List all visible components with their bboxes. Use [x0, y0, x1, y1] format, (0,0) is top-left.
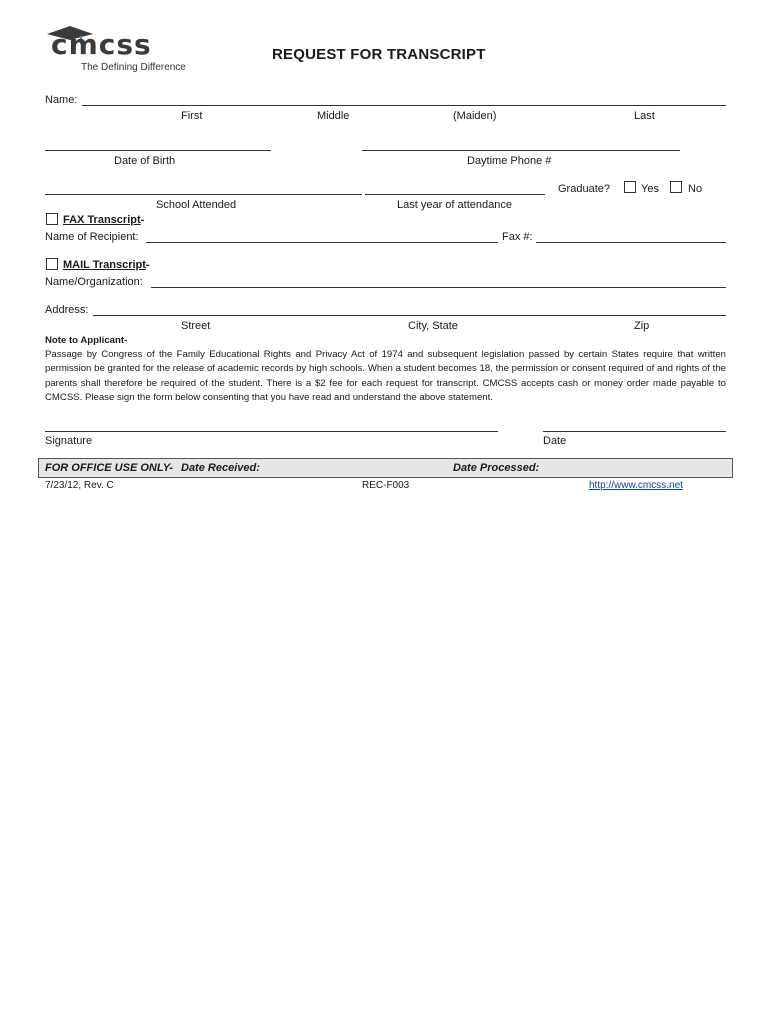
name-middle-caption: Middle: [317, 110, 350, 122]
fax-number-field[interactable]: [536, 242, 726, 243]
footer-website-link[interactable]: http://www.cmcss.net: [589, 480, 683, 491]
graduate-no-checkbox[interactable]: [670, 181, 682, 193]
fax-recipient-field[interactable]: [146, 242, 498, 243]
note-heading: Note to Applicant-: [45, 335, 128, 346]
mail-transcript-dash: -: [145, 259, 150, 271]
address-field[interactable]: [93, 315, 726, 316]
mail-transcript-title: MAIL Transcript: [63, 259, 146, 271]
name-first-caption: First: [181, 110, 203, 122]
fax-transcript-title: FAX Transcript: [63, 214, 141, 226]
signature-date-field[interactable]: [543, 431, 726, 432]
fax-transcript-checkbox[interactable]: [46, 213, 58, 225]
date-received-label: Date Received:: [181, 462, 260, 474]
footer-revision: 7/23/12, Rev. C: [45, 480, 114, 491]
name-field[interactable]: [82, 105, 726, 106]
mail-organization-label: Name/Organization:: [45, 276, 143, 288]
office-use-bar: [38, 458, 733, 478]
mail-transcript-heading: [63, 259, 150, 271]
date-of-birth-field[interactable]: [45, 150, 271, 151]
address-city-state-caption: City, State: [408, 320, 458, 332]
logo-tagline: The Defining Difference: [81, 62, 186, 73]
logo: [45, 24, 195, 74]
graduate-yes-label: Yes: [641, 183, 659, 195]
office-use-label: FOR OFFICE USE ONLY-: [45, 462, 173, 474]
fax-recipient-label: Name of Recipient:: [45, 231, 139, 243]
address-street-caption: Street: [181, 320, 211, 332]
address-zip-caption: Zip: [634, 320, 650, 332]
logo-wordmark: cmcss: [51, 28, 152, 61]
fax-transcript-dash: -: [140, 214, 145, 226]
date-processed-label: Date Processed:: [453, 462, 540, 474]
name-label: Name:: [45, 94, 78, 106]
fax-number-label: Fax #:: [502, 231, 533, 243]
signature-label: Signature: [45, 435, 93, 447]
school-attended-caption: School Attended: [156, 199, 237, 211]
daytime-phone-caption: Daytime Phone #: [467, 155, 552, 167]
last-year-field[interactable]: [365, 194, 545, 195]
graduate-label: Graduate?: [558, 183, 610, 195]
last-year-caption: Last year of attendance: [397, 199, 512, 211]
page-title: REQUEST FOR TRANSCRIPT: [272, 46, 486, 63]
graduate-yes-checkbox[interactable]: [624, 181, 636, 193]
fax-transcript-heading: [63, 214, 144, 226]
signature-field[interactable]: [45, 431, 498, 432]
note-text: Passage by Congress of the Family Educational Rights and Privacy Act of 1974 and subsequent legislation passed by certain States require that written permission be granted for the release of academic records by high schools. When a student becomes 18, the permission or consent required of and rights of the parents shall therefore be required of the student. There is a $2 fee for each request for transcript. CMCSS accepts cash or money order made payable to CMCSS. Please sign the form below consenting that you have read and understand the above statement.: [45, 349, 726, 404]
date-of-birth-caption: Date of Birth: [114, 155, 176, 167]
address-label: Address:: [45, 304, 89, 316]
signature-date-label: Date: [543, 435, 567, 447]
name-last-caption: Last: [634, 110, 655, 122]
mail-transcript-checkbox[interactable]: [46, 258, 58, 270]
mail-organization-field[interactable]: [151, 287, 726, 288]
school-attended-field[interactable]: [45, 194, 362, 195]
daytime-phone-field[interactable]: [362, 150, 680, 151]
name-maiden-caption: (Maiden): [453, 110, 497, 122]
graduate-no-label: No: [688, 183, 703, 195]
footer-form-id: REC-F003: [362, 480, 410, 491]
